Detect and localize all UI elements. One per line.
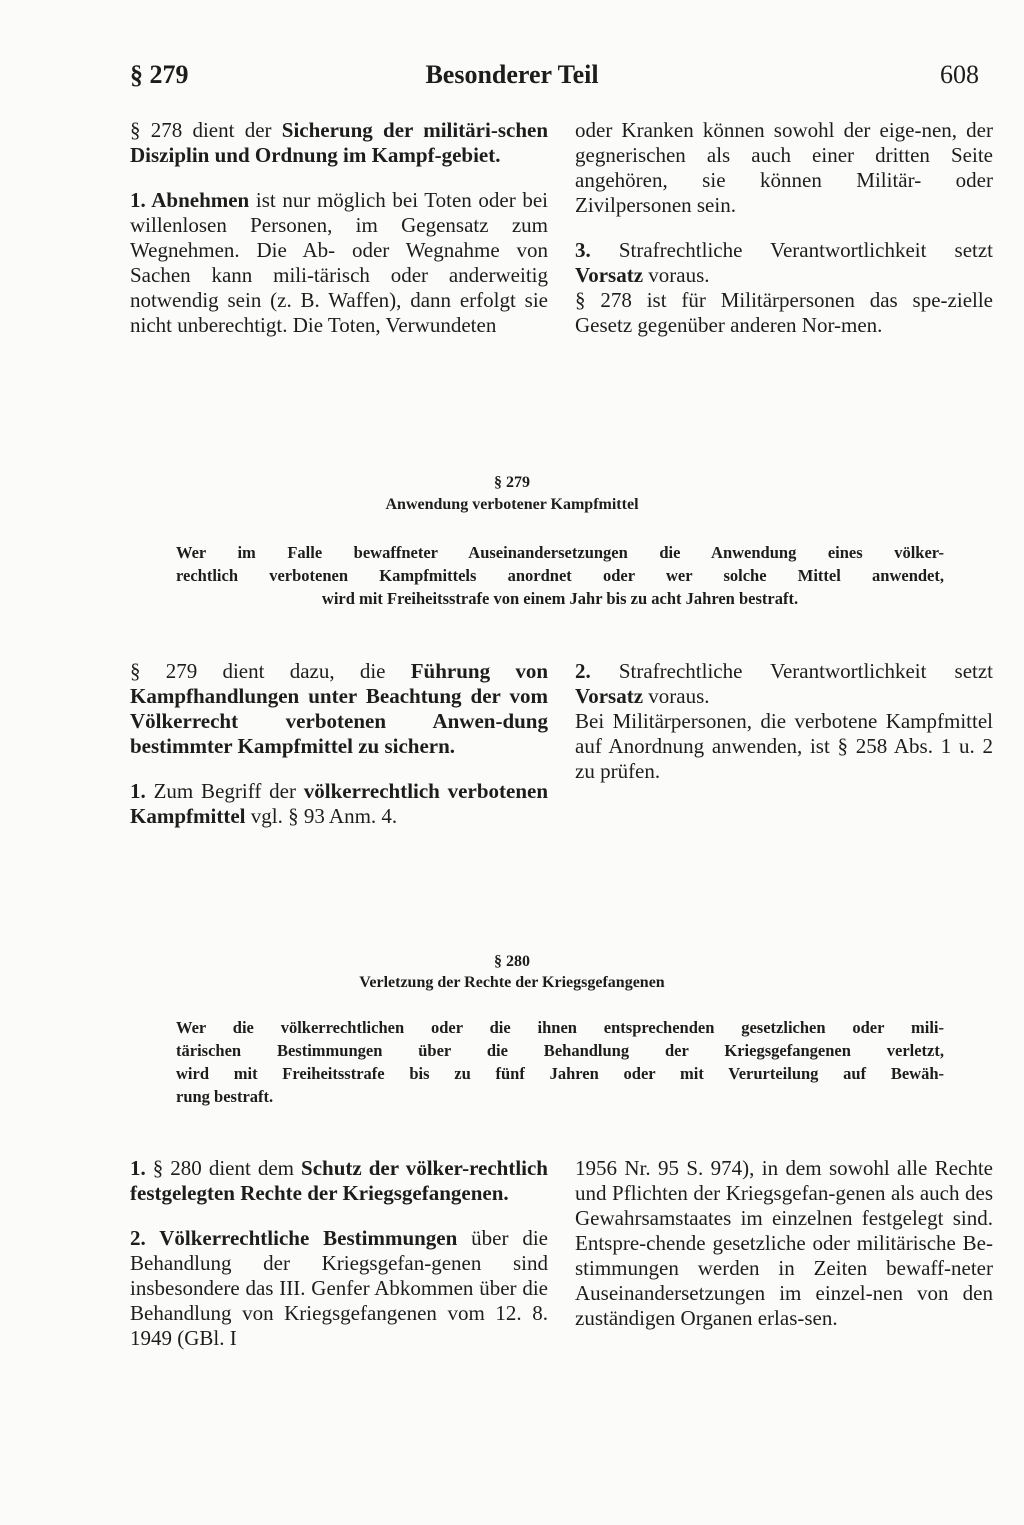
paragraph: § 279 dient dazu, die Führung von Kampfhandlungen unter Beachtung der vom Völkerrecht verbotenen Anwen-dung bestimmter Kampfmittel zu sichern. <box>130 659 548 758</box>
commentary-280-right <box>575 1156 993 1331</box>
section-279-number: § 279 <box>494 474 530 491</box>
note-1: 1. Abnehmen ist nur möglich bei Toten oder bei willenlosen Personen, im Gegensatz zum Wegnehmen. Die Ab- oder Wegnahme von Sachen kann mili-tärisch oder anderweitig notwendig sein (z. B. Waffen), dann erfolgt sie nicht unberechtigt. Die Toten, Verwundeten <box>130 188 549 337</box>
note-3: 3. Strafrechtliche Verantwortlichkeit setzt Vorsatz voraus. <box>575 238 994 287</box>
paragraph: § 278 ist für Militärpersonen das spe-zielle Gesetz gegenüber anderen Nor-men. <box>575 288 993 337</box>
paragraph: 1956 Nr. 95 S. 974), in dem sowohl alle Rechte und Pflichten der Kriegsgefan-genen als auch des Gewahrsamstaates im einzelnen festgelegt sind. Entspre-chende gesetzliche oder militärische Be-stimmungen werden in Zeiten bewaff-neter Auseinandersetzungen im einzel-nen von den zuständigen Organen erlas-sen. <box>575 1156 993 1330</box>
commentary-279-left <box>130 659 548 829</box>
section-279-title: Anwendung verbotener Kampfmittel <box>385 496 639 513</box>
commentary-279-right <box>575 659 993 784</box>
section-279-statute: Wer im Falle bewaffneter Auseinandersetzungen die Anwendung eines völker- rechtlich verbotenen Kampfmittels anordnet oder wer solche Mittel anwendet, wird mit Freiheitsstrafe von einem Jahr bis zu acht Jahren bestraft. <box>176 543 944 608</box>
running-head-title: Besonderer Teil <box>425 60 599 89</box>
note-1: 1. Zum Begriff der völkerrechtlich verbotenen Kampfmittel vgl. § 93 Anm. 4. <box>130 779 548 828</box>
commentary-278-right <box>575 118 993 338</box>
note-1: 1. § 280 dient dem Schutz der völker-rechtlich festgelegten Rechte der Kriegsgefangenen. <box>130 1156 548 1205</box>
page-number: 608 <box>940 60 979 89</box>
section-280-title: Verletzung der Rechte der Kriegsgefangenen <box>359 974 665 991</box>
note-2: 2. Strafrechtliche Verantwortlichkeit setzt Vorsatz voraus. <box>575 659 994 708</box>
commentary-278-left <box>130 118 548 338</box>
running-head-section: § 279 <box>130 60 189 89</box>
paragraph: § 278 dient der Sicherung der militäri-schen Disziplin und Ordnung im Kampf-gebiet. <box>130 118 549 167</box>
section-280-statute: Wer die völkerrechtlichen oder die ihnen entsprechenden gesetzlichen oder mili- tärischen Bestimmungen über die Behandlung der Kriegsgefangenen verletzt, wird mit Freiheitsstrafe bis zu fünf Jahren oder mit Verurteilung auf Bewäh- rung bestraft. <box>176 1018 944 1106</box>
paragraph: Bei Militärpersonen, die verbotene Kampfmittel auf Anordnung anwenden, ist § 258 Abs. 1 u. 2 zu prüfen. <box>575 709 993 783</box>
paragraph: oder Kranken können sowohl der eige-nen, der gegnerischen als auch einer dritten Seite angehören, sie können Militär- oder Zivilpersonen sein. <box>575 118 993 217</box>
section-280-number: § 280 <box>494 953 530 970</box>
commentary-280-left <box>130 1156 548 1351</box>
note-2: 2. Völkerrechtliche Bestimmungen über die Behandlung der Kriegsgefan-genen sind insbesondere das III. Genfer Abkommen über die Behandlung von Kriegsgefangenen vom 12. 8. 1949 (GBl. I <box>130 1226 548 1350</box>
